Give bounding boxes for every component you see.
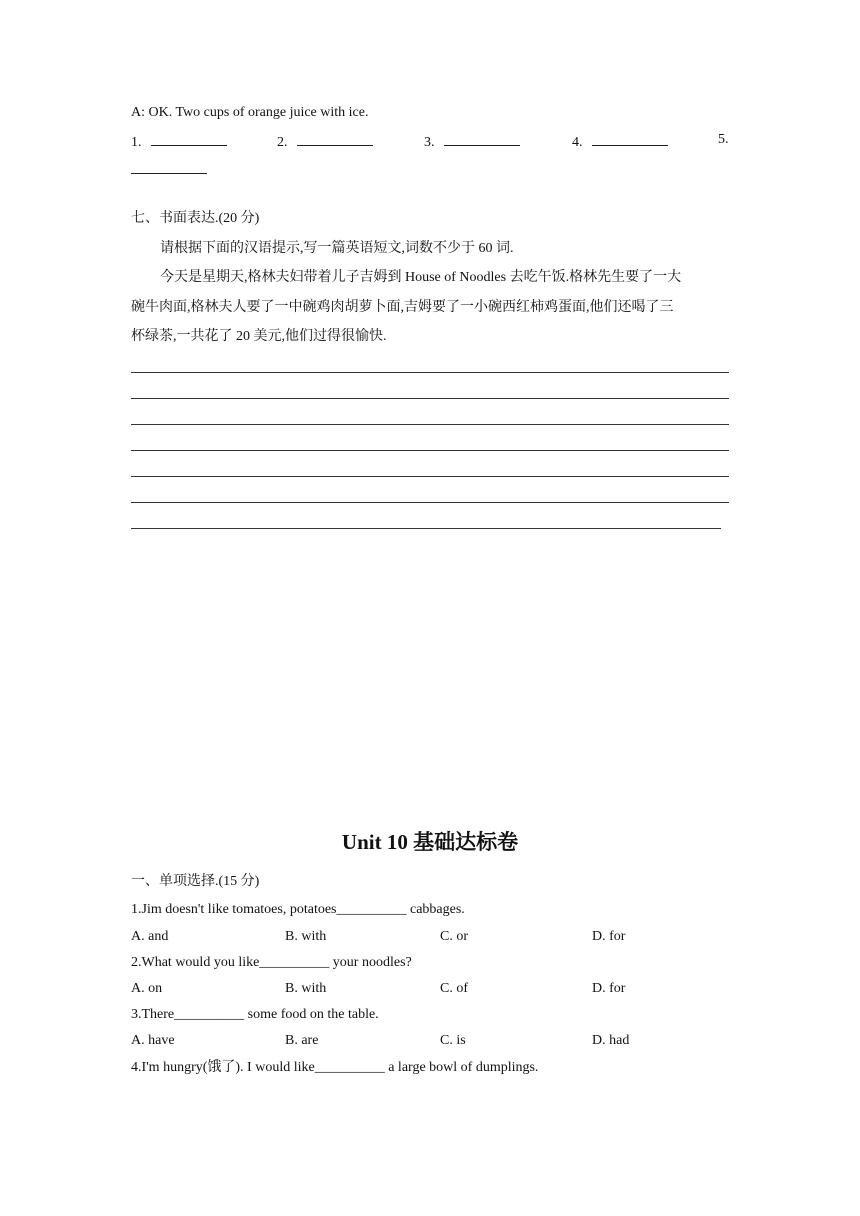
writing-line[interactable] [131,528,721,529]
answer-number: 1. [131,135,142,150]
unit-title: Unit 10 基础达标卷 [341,830,519,854]
answer-number: 4. [572,135,583,150]
answer-blank[interactable] [151,131,227,146]
dialogue-line: A: OK. Two cups of orange juice with ice. [131,105,369,120]
writing-prompt-line: 碗牛肉面,格林夫人要了一中碗鸡肉胡萝卜面,吉姆要了一小碗西红柿鸡蛋面,他们还喝了三 [131,300,674,315]
option-c[interactable]: C. of [440,981,468,996]
question-stem: 3.There__________ some food on the table. [131,1007,379,1022]
writing-prompt-line: 今天是星期天,格林夫妇带着儿子吉姆到 House of Noodles 去吃午饭.格林先生要了一大 [160,270,682,285]
writing-heading: 七、书面表达.(20 分) [131,211,260,226]
answer-blank[interactable] [297,131,373,146]
answer-blank-4 [572,131,668,152]
answer-blank[interactable] [592,131,668,146]
option-a[interactable]: A. on [131,981,163,996]
answer-number: 3. [424,135,435,150]
writing-line[interactable] [131,372,729,373]
option-d[interactable]: D. for [592,981,626,996]
writing-instruction: 请根据下面的汉语提示,写一篇英语短文,词数不少于 60 词. [160,241,514,256]
answer-number: 2. [277,135,288,150]
answer-blank-1 [131,131,227,152]
option-b[interactable]: B. with [285,929,327,944]
option-c[interactable]: C. is [440,1033,466,1048]
option-b[interactable]: B. with [285,981,327,996]
writing-line[interactable] [131,502,729,503]
answer-blank-5[interactable] [131,157,207,174]
option-a[interactable]: A. have [131,1033,175,1048]
option-b[interactable]: B. are [285,1033,319,1048]
option-d[interactable]: D. for [592,929,626,944]
answer-blank[interactable] [444,131,520,146]
writing-line[interactable] [131,424,729,425]
option-c[interactable]: C. or [440,929,468,944]
writing-prompt-line: 杯绿茶,一共花了 20 美元,他们过得很愉快. [131,329,387,344]
option-d[interactable]: D. had [592,1033,630,1048]
answer-blank-2 [277,131,373,152]
question-stem: 2.What would you like__________ your noodles? [131,955,412,970]
writing-line[interactable] [131,398,729,399]
option-a[interactable]: A. and [131,929,169,944]
question-stem: 1.Jim doesn't like tomatoes, potatoes__________ cabbages. [131,902,465,917]
writing-line[interactable] [131,450,729,451]
question-stem: 4.I'm hungry(饿了). I would like__________ a large bowl of dumplings. [131,1060,539,1075]
writing-line[interactable] [131,476,729,477]
section-heading: 一、单项选择.(15 分) [131,874,260,889]
answer-number-5: 5. [718,132,729,147]
answer-blank-3 [424,131,520,152]
